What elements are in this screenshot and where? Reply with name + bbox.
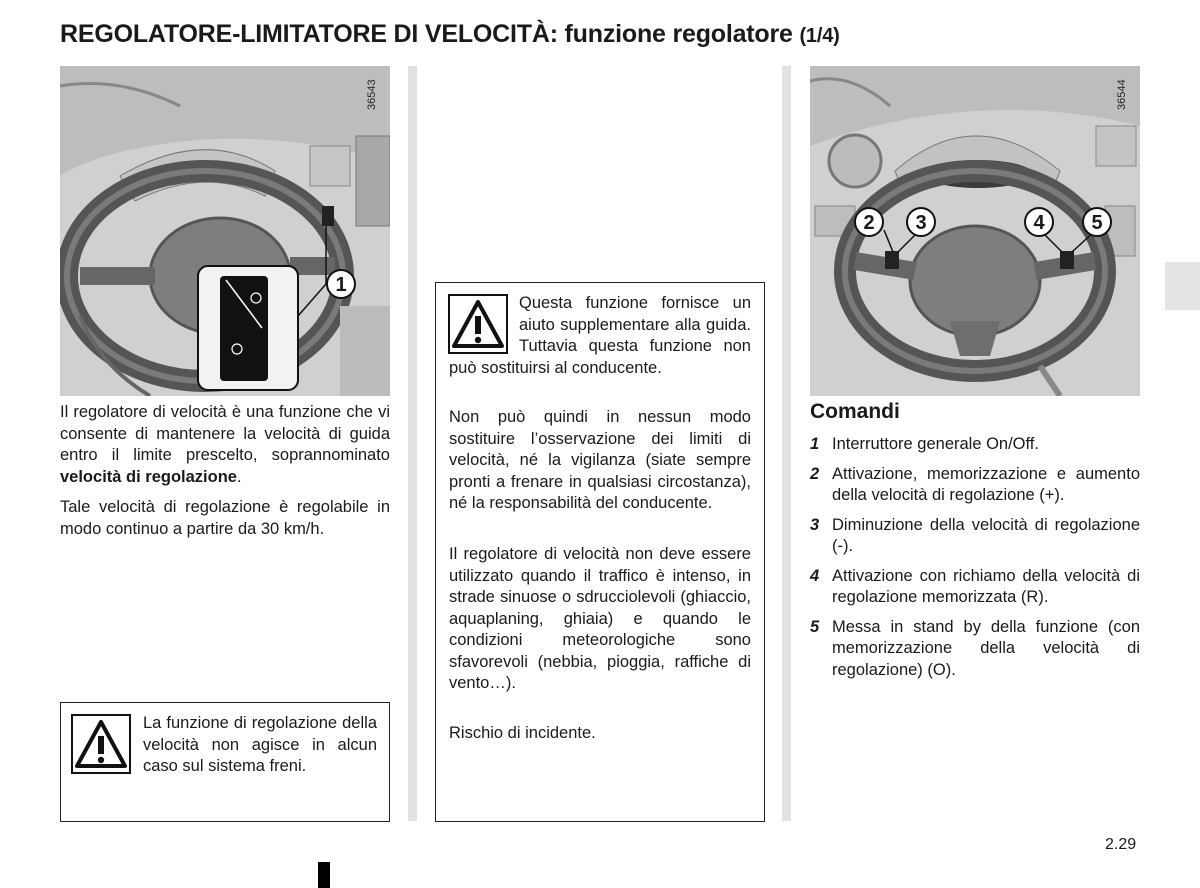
warning-icon-spacer	[449, 293, 519, 357]
page-number: 2.29	[1105, 836, 1137, 853]
print-mark	[318, 862, 330, 888]
warning-box-brakes	[60, 702, 390, 822]
controls-heading: Comandi	[810, 400, 900, 423]
item-number: 2	[810, 464, 820, 483]
column-divider-right	[782, 66, 791, 821]
item-number: 3	[810, 515, 820, 534]
traffic-conditions-paragraph: Il regolatore di velocità non deve essere utilizzato quando il traffico è intenso, in strade sinuose o sdrucciolevoli (ghiaccio, aquaplaning, ghiaia) e quando le condizioni meteorologiche sono sfavorevoli (nebbia, pioggia, raffiche di vento…).	[449, 545, 751, 692]
accident-risk-text: Rischio di incidente.	[449, 724, 596, 742]
warning-triangle-icon	[71, 714, 131, 779]
chapter-tab	[1165, 262, 1200, 310]
callout-4: 4	[1024, 207, 1054, 237]
speed-range-paragraph: Tale velocità di regolazione è regolabile in modo continuo a partire da 30 km/h.	[60, 498, 390, 538]
image-reference-number: 36543	[366, 79, 378, 110]
item-text: Attivazione con richiamo della velocità di regolazione memorizzata (R).	[832, 566, 1140, 606]
list-item	[810, 464, 1140, 507]
warning-text-brakes: La funzione di regolazione della velocità non agisce in alcun caso sul sistema freni.	[143, 714, 377, 775]
intro-paragraph	[60, 402, 390, 488]
callout-5: 5	[1082, 207, 1112, 237]
list-item	[810, 434, 1140, 456]
intro-text-bold: velocità di regolazione	[60, 467, 237, 486]
title-page-part: (1/4)	[799, 25, 840, 47]
page-title	[60, 20, 840, 49]
steering-wheel-illustration-right	[810, 66, 1140, 396]
warning-box-driver	[435, 282, 765, 822]
item-text: Diminuzione della velocità di regolazione (-).	[832, 515, 1140, 555]
warning-intro-text: Questa funzione fornisce un aiuto supplementare alla guida. Tuttavia questa funzione non può sostituirsi al conducente.	[449, 294, 751, 377]
item-text: Attivazione, memorizzazione e aumento della velocità di regolazione (+).	[832, 464, 1140, 504]
image-reference-number: 36544	[1116, 79, 1128, 110]
item-number: 4	[810, 566, 820, 585]
item-number: 1	[810, 435, 820, 453]
speed-limits-paragraph: Non può quindi in nessun modo sostituire l’osservazione dei limiti di velocità, né la vigilanza (siate sempre pronti a frenare in qualsiasi circostanza), né la responsabilità del conducente.	[449, 408, 751, 512]
list-item	[810, 617, 1140, 682]
callout-1: 1	[326, 269, 356, 299]
item-number: 5	[810, 617, 820, 636]
warning-intro-wrap	[449, 293, 751, 379]
intro-text-end: .	[236, 467, 242, 486]
list-item	[810, 566, 1140, 609]
callout-3: 3	[906, 207, 936, 237]
controls-list	[810, 434, 1140, 689]
column-divider-left	[408, 66, 417, 821]
list-item	[810, 515, 1140, 558]
item-text: Interruttore generale On/Off.	[832, 435, 1039, 453]
steering-wheel-illustration-left	[60, 66, 390, 396]
intro-text-start: Il regolatore di velocità è una funzione che vi consente di mantenere la velocità di guida entro il limite prescelto, soprannominato	[60, 403, 390, 464]
callout-2: 2	[854, 207, 884, 237]
title-text: REGOLATORE-LIMITATORE DI VELOCITÀ: funzione regolatore	[60, 20, 793, 48]
item-text: Messa in stand by della funzione (con memorizzazione della velocità di regolazione) (O).	[832, 617, 1140, 679]
